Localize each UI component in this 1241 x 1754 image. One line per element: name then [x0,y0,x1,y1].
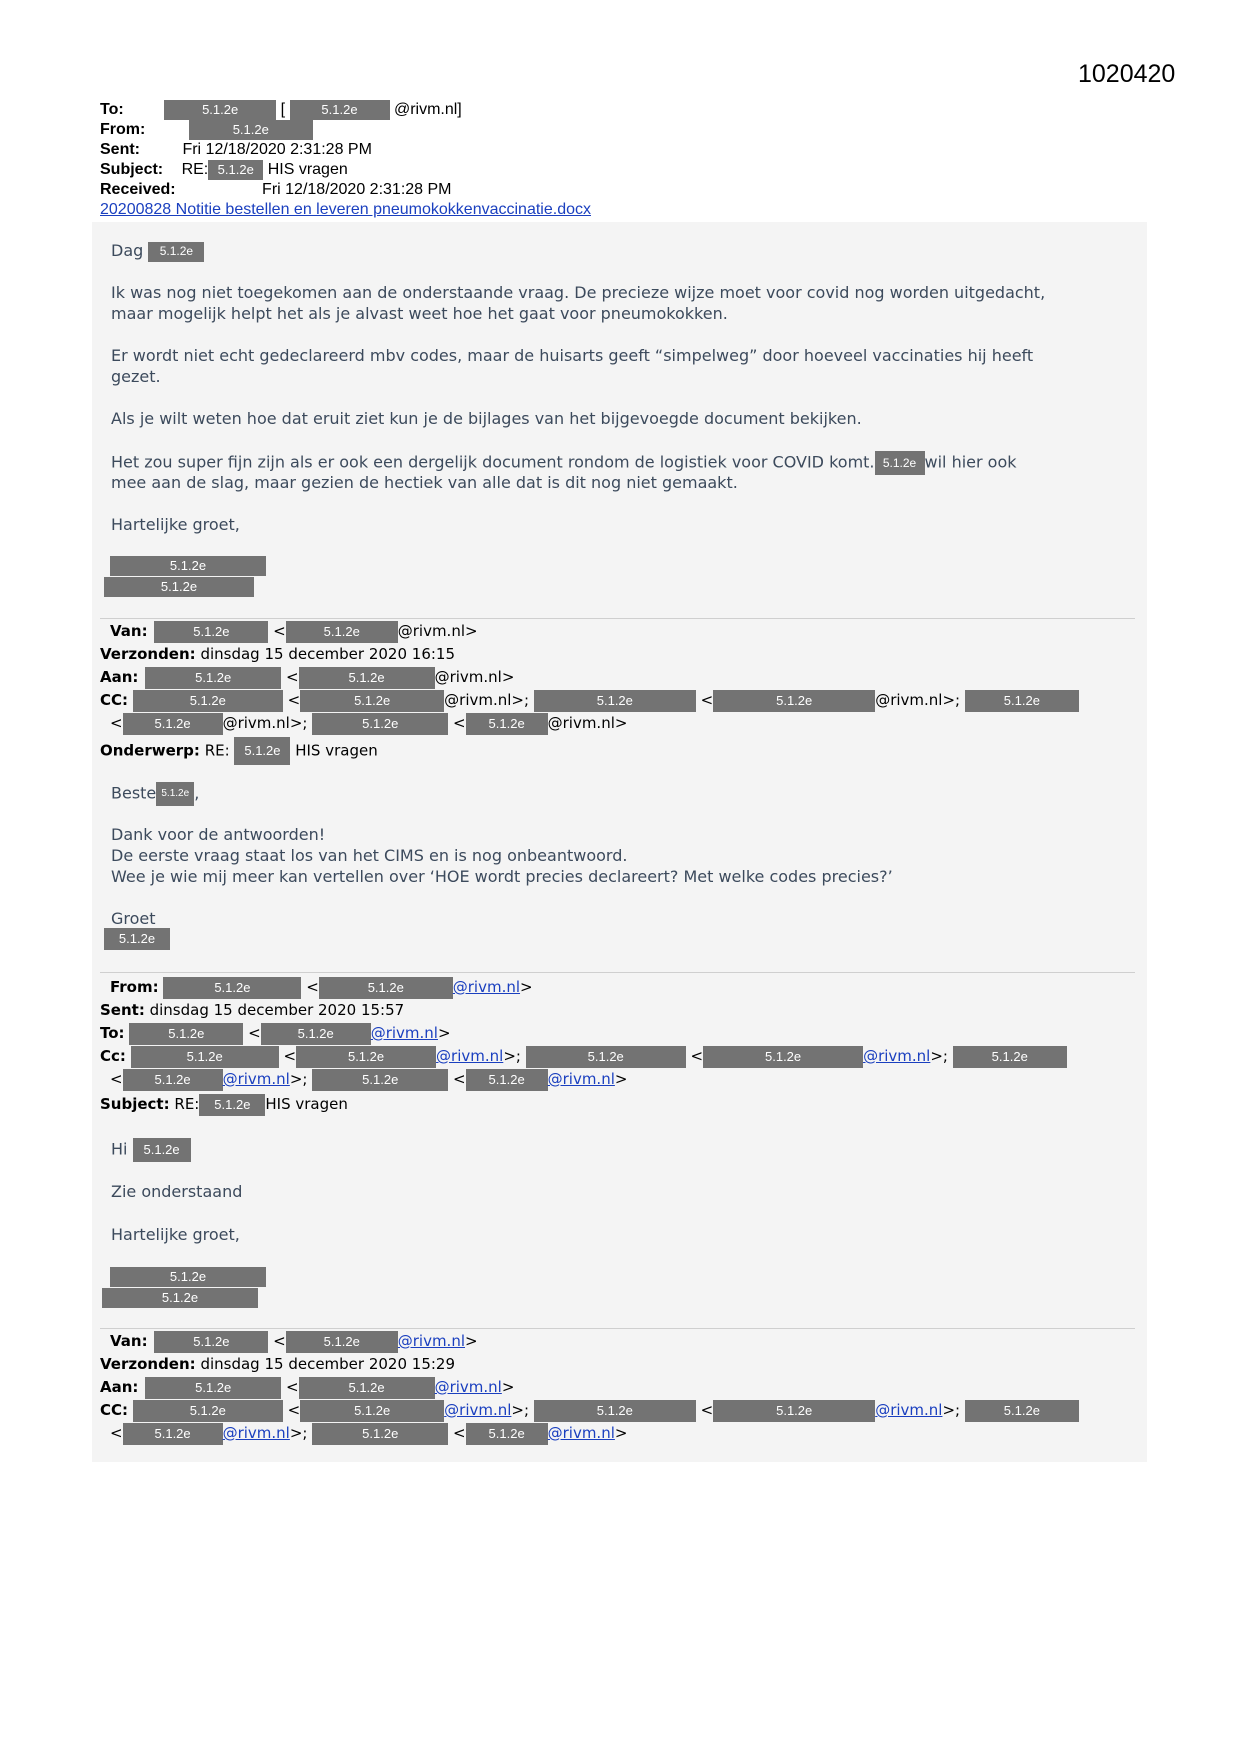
separator [100,1328,1135,1329]
email-link[interactable]: @rivm.nl [434,1378,502,1396]
signature-redaction: 5.1.2e [102,1288,258,1308]
gt-sc: >; [511,1401,530,1419]
aan-label: Aan: [100,668,139,686]
gt: > [614,1424,628,1442]
email-link[interactable]: @rivm.nl [222,1424,290,1442]
email-link[interactable]: @rivm.nl [452,978,521,996]
from-label: From: [110,978,159,996]
fwd3-verzonden-row [100,1353,455,1376]
msg1-paragraph-1: Ik was nog niet toegekomen aan de onderstaande vraag. De precieze wijze moet voor covid nog worden uitgedacht, maar mogelijk helpt het als je alvast weet hoe het gaat voor pneumokokken. [111,283,1046,323]
lt: < [453,714,466,732]
signature-redaction: 5.1.2e [104,577,254,597]
lt: < [285,1378,299,1396]
redaction-box: 5.1.2e [300,690,444,712]
lt: < [287,1401,301,1419]
lt: < [453,1424,466,1442]
lt: < [285,668,299,686]
email-link[interactable]: @rivm.nl [863,1047,931,1065]
redaction-box: 5.1.2e [713,1400,875,1422]
redaction-box: 5.1.2e [154,1331,268,1353]
lt: < [273,1332,286,1350]
redaction-box: 5.1.2e [164,100,276,120]
msg3-greeting-row [111,1138,1141,1162]
redaction-box: 5.1.2e [296,1046,436,1068]
msg2-line-1: Dank voor de antwoorden! [111,825,326,844]
fwd2-to-row [100,1022,451,1045]
redaction-box: 5.1.2e [312,1423,448,1445]
redaction-box: 5.1.2e [131,1046,279,1068]
lt: < [700,691,714,709]
gt: > [465,1332,478,1350]
redaction-box: 5.1.2e [154,621,268,643]
email-link[interactable]: @rivm.nl [547,1424,615,1442]
domain: @rivm.nl>; [444,691,530,709]
greeting: Hi [111,1139,128,1159]
redaction-box: 5.1.2e [534,690,696,712]
fwd2-from-row [100,976,533,999]
redaction-box: 5.1.2e [965,1400,1079,1422]
to-domain: @rivm.nl] [393,101,462,119]
fwd3-cc-row-2 [100,1422,627,1445]
van-label: Van: [110,1332,148,1350]
domain: @rivm.nl>; [222,714,308,732]
fwd1-van-row [100,620,478,643]
lt: < [287,691,301,709]
lt: < [110,714,123,732]
domain: @rivm.nl> [397,622,478,640]
verzonden-label: Verzonden: [100,1355,196,1373]
redaction-box: 5.1.2e [286,1331,398,1353]
fwd1-onderwerp-row [100,737,378,765]
gt: > [614,1070,628,1088]
gt-sc: >; [289,1424,308,1442]
email-link[interactable]: @rivm.nl [222,1070,290,1088]
document-number: 1020420 [1078,60,1176,88]
redaction-box: 5.1.2e [312,1069,448,1091]
subject-label: Subject: [100,161,164,179]
lt: < [690,1047,704,1065]
lt: < [453,1070,466,1088]
subject-prefix: RE: [174,1095,200,1113]
to-label: To: [100,1024,125,1042]
email-link[interactable]: @rivm.nl [397,1332,465,1350]
msg1-closing: Hartelijke groet, [111,515,240,534]
email-link[interactable]: @rivm.nl [875,1401,943,1419]
redaction-box: 5.1.2e [163,977,301,999]
from-label: From: [100,121,146,139]
received-label: Received: [100,181,176,198]
cc-label: CC: [100,691,129,709]
msg1-paragraph-2: Er wordt niet echt gedeclareerd mbv codes, maar de huisarts geeft “simpelweg” door hoeveel vaccinaties hij heeft gezet. [111,346,1034,386]
redaction-box: 5.1.2e [466,1423,548,1445]
msg3-closing: Hartelijke groet, [111,1225,240,1244]
redaction-box: 5.1.2e [145,1377,281,1399]
redaction-box: 5.1.2e [299,667,435,689]
gt-sc: >; [930,1047,948,1065]
lt: < [283,1047,297,1065]
gt-sc: >; [942,1401,961,1419]
fwd1-verzonden-row [100,643,455,666]
redaction-box: 5.1.2e [713,690,875,712]
redaction-box: 5.1.2e [300,1400,444,1422]
redaction-box: 5.1.2e [148,242,204,262]
paragraph-part: wil hier ook [924,452,1017,472]
fwd1-cc-row [100,689,1079,712]
redaction-box: 5.1.2e [965,690,1079,712]
van-label: Van: [110,622,148,640]
redaction-box: 5.1.2e [123,713,223,735]
fwd1-cc-row-2 [100,712,627,735]
redaction-box: 5.1.2e [290,100,390,120]
comma: , [194,783,200,803]
header-received-row [100,180,452,200]
redaction-box: 5.1.2e [466,713,548,735]
subject-suffix: HIS vragen [265,1095,348,1113]
fwd2-cc-row-2 [100,1068,627,1091]
msg2-greeting-row [111,782,1141,806]
redaction-box: 5.1.2e [466,1069,548,1091]
redaction-box: 5.1.2e [123,1069,223,1091]
lt: < [110,1070,123,1088]
attachment-link[interactable]: 20200828 Notitie bestellen en leveren pneumokokkenvaccinatie.docx [100,201,591,218]
redaction-box: 5.1.2e [319,977,453,999]
bracket: [ [280,101,286,119]
aan-label: Aan: [100,1378,139,1396]
redaction-box: 5.1.2e [234,737,290,765]
redaction-box: 5.1.2e [208,160,263,180]
subject-suffix: HIS vragen [295,741,378,760]
fwd1-aan-row [100,666,514,689]
email-link[interactable]: @rivm.nl [444,1401,512,1419]
fwd2-sent-row [100,999,404,1022]
domain: @rivm.nl> [547,714,628,732]
fwd2-subject-row [100,1093,348,1116]
redaction-box: 5.1.2e [286,621,398,643]
greeting: Dag [111,241,144,260]
lt: < [110,1424,123,1442]
verzonden-value: dinsdag 15 december 2020 15:29 [200,1355,456,1373]
fwd3-aan-row [100,1376,514,1399]
redaction-box: 5.1.2e [526,1046,686,1068]
sent-label: Sent: [100,141,140,158]
signature-redaction: 5.1.2e [110,1267,266,1287]
lt: < [700,1401,714,1419]
sent-label: Sent: [100,1001,145,1019]
signature-redaction: 5.1.2e [104,928,170,950]
lt: < [306,978,319,996]
email-link[interactable]: @rivm.nl [547,1070,615,1088]
verzonden-value: dinsdag 15 december 2020 16:15 [200,645,456,663]
cc-label: Cc: [100,1047,126,1065]
separator [100,618,1135,619]
redaction-box: 5.1.2e [133,690,283,712]
attachment-row [100,200,591,220]
redaction-box: 5.1.2e [199,1094,265,1116]
msg2-line-3: Wee je wie mij meer kan vertellen over ‘HOE wordt precies declareert? Met welke codes precies?’ [111,867,893,886]
header-sent-row [100,140,372,160]
msg3-line-1: Zie onderstaand [111,1182,243,1201]
domain: @rivm.nl> [434,668,515,686]
redaction-box: 5.1.2e [534,1400,696,1422]
subject-prefix: RE: [204,741,230,760]
redaction-box: 5.1.2e [299,1377,435,1399]
redaction-box: 5.1.2e [953,1046,1067,1068]
subject-suffix: HIS vragen [267,161,348,179]
gt-sc: >; [289,1070,308,1088]
email-link[interactable]: @rivm.nl [436,1047,504,1065]
msg1-greeting-row [111,240,1141,262]
email-link[interactable]: @rivm.nl [370,1024,438,1042]
separator [100,972,1135,973]
subject-prefix: RE: [181,161,209,179]
subject-label: Subject: [100,1095,170,1113]
redaction-box: 5.1.2e [261,1023,371,1045]
signature-redaction: 5.1.2e [110,556,266,576]
sent-value: Fri 12/18/2020 2:31:28 PM [182,141,372,158]
gt: > [437,1024,451,1042]
fwd3-cc-row [100,1399,1079,1422]
redaction-box: 5.1.2e [133,1400,283,1422]
to-label: To: [100,101,124,119]
redaction-box: 5.1.2e [156,782,194,806]
lt: < [273,622,286,640]
msg1-paragraph-4-cont: mee aan de slag, maar gezien de hectiek van alle dat is dit nog niet gemaakt. [111,473,738,492]
redaction-box: 5.1.2e [133,1138,191,1162]
redaction-box: 5.1.2e [189,120,313,140]
gt: > [501,1378,515,1396]
msg2-closing: Groet [111,909,156,928]
gt: > [520,978,533,996]
msg2-line-2: De eerste vraag staat los van het CIMS en is nog onbeantwoord. [111,846,628,865]
onderwerp-label: Onderwerp: [100,741,200,760]
redaction-box: 5.1.2e [312,713,448,735]
fwd2-cc-row [100,1045,1067,1068]
sent-value: dinsdag 15 december 2020 15:57 [149,1001,405,1019]
gt-sc: >; [503,1047,521,1065]
redaction-box: 5.1.2e [145,667,281,689]
paragraph-part: Het zou super fijn zijn als er ook een dergelijk document rondom de logistiek voor COVID komt. [111,452,875,472]
cc-label: CC: [100,1401,129,1419]
header-to-row [100,100,462,120]
redaction-box: 5.1.2e [129,1023,243,1045]
verzonden-label: Verzonden: [100,645,196,663]
domain: @rivm.nl>; [875,691,961,709]
header-from-row [100,120,313,140]
received-value: Fri 12/18/2020 2:31:28 PM [262,181,452,198]
redaction-box: 5.1.2e [875,451,925,475]
redaction-box: 5.1.2e [703,1046,863,1068]
msg1-paragraph-3: Als je wilt weten hoe dat eruit ziet kun je de bijlages van het bijgevoegde document bekijken. [111,409,862,428]
redaction-box: 5.1.2e [123,1423,223,1445]
fwd3-van-row [100,1330,478,1353]
header-subject-row [100,160,348,180]
greeting: Beste [111,783,157,803]
lt: < [248,1024,261,1042]
